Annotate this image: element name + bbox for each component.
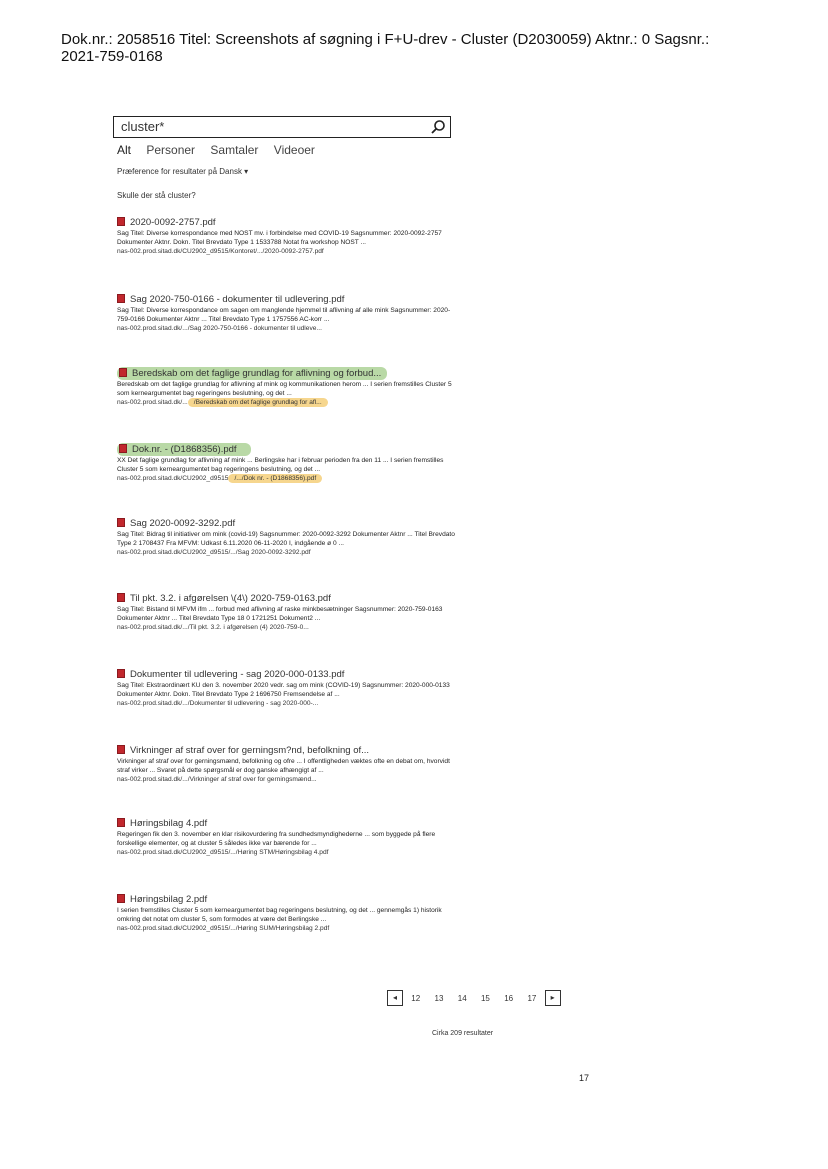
page-link[interactable]: 15 [480, 993, 490, 1003]
result-title-text[interactable]: Dokumenter til udlevering - sag 2020-000-0133.pdf [130, 669, 345, 680]
search-result [117, 293, 457, 333]
result-url: nas-002.prod.sitad.dk/CU2902_d9515/.../Sag 2020-0092-3292.pdf [117, 549, 311, 557]
search-icon[interactable] [430, 119, 446, 135]
result-url [117, 474, 457, 483]
result-snippet: Beredskab om det faglige grundlag for aflivning af mink og kommunikationen herom ... I serien fremstilles Cluster 5 som kerneargumentet bag regeringens beslutning, og det ... [117, 381, 452, 397]
search-tabs [117, 143, 327, 157]
result-title-highlight [117, 443, 251, 456]
document-page-number: 17 [579, 1073, 590, 1083]
pdf-file-icon [117, 294, 125, 303]
search-result [117, 668, 457, 708]
result-title[interactable] [117, 367, 457, 380]
tab-people[interactable]: Personer [146, 143, 196, 157]
result-title[interactable] [117, 744, 457, 757]
search-input[interactable] [121, 119, 411, 134]
result-snippet: Sag Titel: Diverse korrespondance om sagen om manglende hjemmel til aflivning af alle mink Sagsnummer: 2020-759-0166 Dokumenter Aktnr ... Titel Brevdato Type 1 1757556 AC-korr ... [117, 307, 451, 323]
result-title-text[interactable]: Dok.nr. - (D1868356).pdf [132, 444, 237, 455]
page-link[interactable]: 17 [527, 993, 537, 1003]
result-url: nas-002.prod.sitad.dk/.../Dokumenter til udlevering - sag 2020-000-... [117, 700, 319, 708]
result-title-text[interactable]: Sag 2020-0092-3292.pdf [130, 518, 236, 529]
result-snippet: Sag Titel: Bidrag til initiativer om mink (covid-19) Sagsnummer: 2020-0092-3292 Dokumenter Aktnr ... Titel Brevdato Type 2 1708437 Fra MFVM: Udkast 6.11.2020 06-11-2020 I, indgående ø 0 ... [117, 531, 455, 547]
search-result [117, 817, 457, 857]
pdf-file-icon [117, 818, 125, 827]
tab-conversations[interactable]: Samtaler [210, 143, 259, 157]
document-header-line-1: Dok.nr.: 2058516 Titel: Screenshots af søgning i F+U-drev - Cluster (D2030059) Aktnr.: 0 Sagsnr.: [61, 31, 710, 48]
page-link[interactable]: 14 [457, 993, 467, 1003]
result-title-text[interactable]: Sag 2020-750-0166 - dokumenter til udlevering.pdf [130, 294, 345, 305]
result-snippet: I serien fremstilles Cluster 5 som kerneargumentet bag regeringens beslutning, og det ... gennemgås 1) historik omkring det notat om cluster 5, som formodes at være det Berlingske ... [117, 907, 442, 923]
language-preference[interactable]: Præference for resultater på Dansk ▾ [117, 167, 249, 176]
result-title-highlight [117, 367, 387, 380]
result-title-text[interactable]: Virkninger af straf over for gerningsm?nd, befolkning of... [130, 745, 370, 756]
pagination [387, 990, 561, 1008]
page-link[interactable]: 12 [411, 993, 421, 1003]
tab-videos[interactable]: Videoer [273, 143, 315, 157]
pdf-file-icon [117, 518, 125, 527]
result-url: nas-002.prod.sitad.dk/.../Sag 2020-750-0166 - dokumenter til udleve... [117, 325, 322, 333]
result-url: nas-002.prod.sitad.dk/CU2902_d9515/.../Høring SUM/Høringsbilag 2.pdf [117, 925, 330, 933]
result-snippet: Sag Titel: Ekstraordinært KU den 3. november 2020 vedr. sag om mink (COVID-19) Sagsnummer: 2020-000-0133 Dokumenter Aktnr. Dokn. Titel Brevdato Type 2 1696750 Fremsendelse af ... [117, 682, 450, 698]
result-title-text[interactable]: Høringsbilag 4.pdf [130, 818, 208, 829]
search-result [117, 367, 457, 407]
pdf-file-icon [119, 368, 127, 377]
result-title[interactable] [117, 443, 457, 456]
result-title[interactable] [117, 817, 457, 830]
search-area [113, 116, 458, 138]
pdf-file-icon [117, 669, 125, 678]
result-url-highlight: /Beredskab om det faglige grundlag for afl... [188, 398, 328, 407]
result-title[interactable] [117, 592, 457, 605]
result-snippet: Virkninger af straf over for gerningsmænd, befolkning og ofre ... I offentligheden væktes ofte en debat om, hvorvidt straf virker ... Svaret på dette spørgsmål er dog ganske afhængigt af ... [117, 758, 450, 774]
result-snippet: Sag Titel: Bistand til MFVM ifm ... forbud med aflivning af raske minkbesætninger Sagsnummer: 2020-759-0163 Dokumenter Aktnr ... Titel Brevdato Type 18 0 1721251 Dokument2 ... [117, 606, 443, 622]
search-result [117, 893, 457, 933]
previous-page-button[interactable]: ◂ [387, 990, 403, 1006]
result-title[interactable] [117, 293, 457, 306]
pdf-file-icon [117, 894, 125, 903]
search-result [117, 216, 457, 256]
result-count: Cirka 209 resultater [432, 1030, 494, 1037]
pdf-file-icon [119, 444, 127, 453]
result-url-highlight: /.../Dok nr. - (D1868356).pdf [228, 474, 322, 483]
result-title-text[interactable]: Til pkt. 3.2. i afgørelsen \(4\) 2020-759-0163.pdf [130, 593, 331, 604]
search-result [117, 517, 457, 557]
search-result [117, 443, 457, 483]
result-url: nas-002.prod.sitad.dk/CU2902_d9515/.../Høring STM/Høringsbilag 4.pdf [117, 849, 329, 857]
result-url: nas-002.prod.sitad.dk/CU2902_d9515/Kontoret/.../2020-0092-2757.pdf [117, 248, 324, 256]
result-title-text[interactable]: 2020-0092-2757.pdf [130, 217, 216, 228]
result-url: nas-002.prod.sitad.dk/.../Virkninger af straf over for gerningsmænd... [117, 776, 317, 784]
result-url-prefix: nas-002.prod.sitad.dk/CU2902_d9515 [117, 475, 229, 483]
result-url-prefix: nas-002.prod.sitad.dk/... [117, 399, 188, 407]
pdf-file-icon [117, 745, 125, 754]
result-title[interactable] [117, 517, 457, 530]
result-snippet: Regeringen fik den 3. november en klar risikovurdering fra sundhedsmyndighederne ... som byggede på flere forskellige elementer, og at cluster 5 således ikke var bærende for ... [117, 831, 436, 847]
spelling-suggestion[interactable]: Skulle der stå cluster? [117, 191, 196, 200]
search-result [117, 744, 457, 784]
tab-all[interactable]: Alt [117, 143, 132, 157]
result-title[interactable] [117, 216, 457, 229]
document-header [61, 31, 801, 65]
search-box[interactable] [113, 116, 451, 138]
result-snippet: XX Det faglige grundlag for aflivning af mink ... Berlingske har i februar perioden fra den 11 ... I serien fremstilles Cluster 5 som kerneargumentet bag regeringens beslutning, og det ... [117, 457, 444, 473]
document-header-line-2: 2021-759-0168 [61, 48, 163, 65]
pdf-file-icon [117, 593, 125, 602]
next-page-button[interactable]: ▸ [545, 990, 561, 1006]
result-snippet: Sag Titel: Diverse korrespondance med NOST mv. i forbindelse med COVID-19 Sagsnummer: 2020-0092-2757 Dokumenter Aktnr. Dokn. Titel Brevdato Type 1 1533788 Notat fra workshop NOST ... [117, 230, 442, 246]
result-title[interactable] [117, 893, 457, 906]
result-url: nas-002.prod.sitad.dk/.../Til pkt. 3.2. i afgørelsen (4) 2020-759-0... [117, 624, 309, 632]
search-result [117, 592, 457, 632]
result-url [117, 398, 457, 407]
page-link-current[interactable]: 16 [504, 993, 514, 1003]
result-title-text[interactable]: Høringsbilag 2.pdf [130, 894, 208, 905]
page-link[interactable]: 13 [434, 993, 444, 1003]
result-title-text[interactable]: Beredskab om det faglige grundlag for aflivning og forbud... [132, 368, 382, 379]
result-title[interactable] [117, 668, 457, 681]
pdf-file-icon [117, 217, 125, 226]
